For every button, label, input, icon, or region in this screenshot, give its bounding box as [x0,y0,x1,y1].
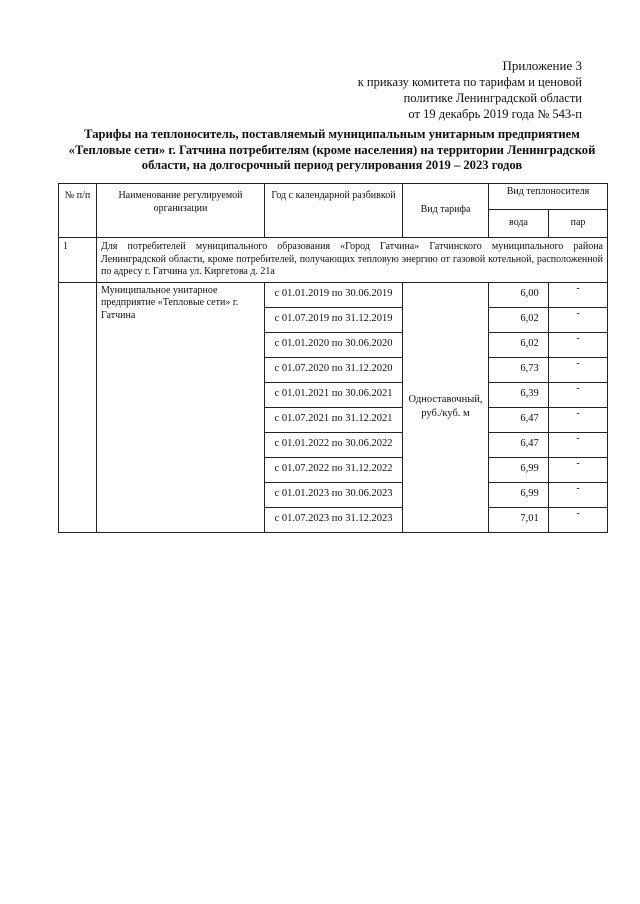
title-line-3: области, на долгосрочный период регулирования 2019 – 2023 годов [141,158,523,172]
document-title [58,127,606,174]
period-cell: с 01.01.2023 по 30.06.2023 [265,482,403,507]
header-heat-carrier: Вид теплоносителя [489,184,608,210]
water-value-cell: 6,02 [489,332,549,357]
appendix-order-line: к приказу комитета по тарифам и ценовой [357,75,582,89]
organization-name: Муниципальное унитарное предприятие «Тепловые сети» г. Гатчина [97,282,265,532]
period-cell: с 01.01.2021 по 30.06.2021 [265,382,403,407]
section-description: Для потребителей муниципального образования «Город Гатчина» Гатчинского муниципального района Ленинградской области, кроме потребителей, получающих тепловую энергию от газовой котельной, расположенной по адресу г. Гатчина ул. Киргетова д. 21а [97,238,608,283]
appendix-date-line: от 19 декабрь 2019 года № 543-п [408,107,582,121]
table-row [59,282,608,307]
water-value-cell: 6,73 [489,357,549,382]
header-water: вода [489,210,549,238]
steam-value-cell: - [549,357,608,382]
steam-value-cell: - [549,507,608,532]
period-cell: с 01.07.2019 по 31.12.2019 [265,307,403,332]
title-line-1: Тарифы на теплоноситель, поставляемый муниципальным унитарным предприятием [84,127,580,141]
steam-value-cell: - [549,482,608,507]
water-value-cell: 6,47 [489,432,549,457]
steam-value-cell: - [549,332,608,357]
water-value-cell: 6,47 [489,407,549,432]
period-cell: с 01.01.2020 по 30.06.2020 [265,332,403,357]
period-cell: с 01.07.2020 по 31.12.2020 [265,357,403,382]
water-value-cell: 6,99 [489,457,549,482]
header-organization: Наименование регулируемой организации [97,184,265,238]
appendix-committee-line: политике Ленинградской области [403,91,582,105]
period-cell: с 01.07.2023 по 31.12.2023 [265,507,403,532]
period-cell: с 01.01.2022 по 30.06.2022 [265,432,403,457]
water-value-cell: 7,01 [489,507,549,532]
steam-value-cell: - [549,282,608,307]
empty-number-cell [59,282,97,532]
tariff-table [58,183,608,533]
header-steam: пар [549,210,608,238]
title-line-2: «Тепловые сети» г. Гатчина потребителям (кроме населения) на территории Ленинградской [68,142,596,157]
water-value-cell: 6,39 [489,382,549,407]
steam-value-cell: - [549,382,608,407]
water-value-cell: 6,00 [489,282,549,307]
water-value-cell: 6,99 [489,482,549,507]
section-number: 1 [59,238,97,283]
period-cell: с 01.07.2022 по 31.12.2022 [265,457,403,482]
steam-value-cell: - [549,432,608,457]
period-cell: с 01.01.2019 по 30.06.2019 [265,282,403,307]
water-value-cell: 6,02 [489,307,549,332]
steam-value-cell: - [549,307,608,332]
header-number: № п/п [59,184,97,238]
period-cell: с 01.07.2021 по 31.12.2021 [265,407,403,432]
header-tariff-type: Вид тарифа [403,184,489,238]
appendix-title: Приложение 3 [502,58,582,73]
steam-value-cell: - [549,457,608,482]
tariff-type-cell: Одноставочный, руб./куб. м [403,282,489,532]
steam-value-cell: - [549,407,608,432]
header-period: Год с календарной разбивкой [265,184,403,238]
appendix-header [282,58,582,122]
